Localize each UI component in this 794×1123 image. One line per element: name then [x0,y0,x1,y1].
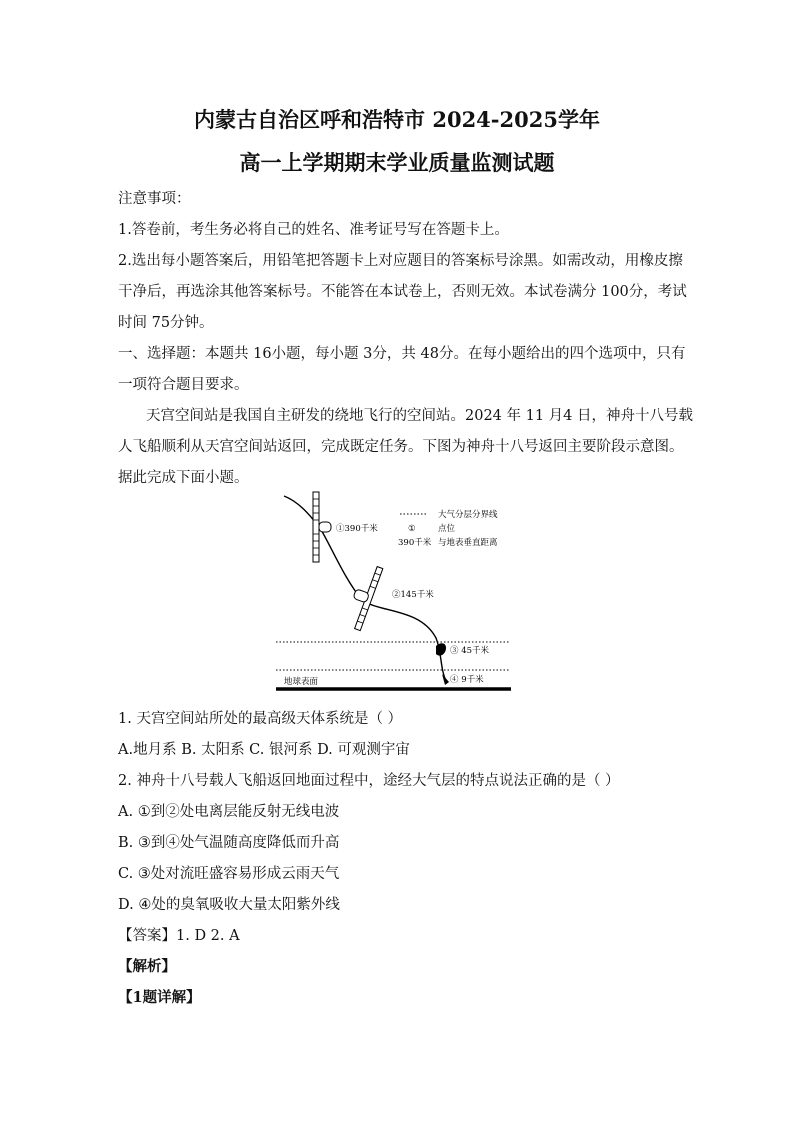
space-station-icon [313,492,331,562]
section-heading-a: 一、选择题：本题共 16小题，每小题 3分，共 48分。在每小题给出的四个选项中，只有 [118,346,686,362]
legend-line-label: 大气分层分界线 [438,510,498,520]
note-2-line-b: 干净后，再选涂其他答案标号。不能答在本试卷上，否则无效。本试卷满分 100分，考试 [118,284,687,300]
intro-line-3: 据此完成下面小题。 [118,470,249,486]
section-heading-b: 一项符合题目要求。 [118,377,249,393]
notes-heading: 注意事项： [118,191,191,207]
ground-label: 地球表面 [284,677,319,687]
doc-title-line2: 高一上学期期末学业质量监测试题 [239,150,555,175]
intro-line-2: 人飞船顺利从天宫空间站返回，完成既定任务。下图为神舟十八号返回主要阶段示意图。 [118,439,684,455]
point-3-label: ③ 45千米 [450,646,490,656]
q2-option-b: B. ③到④处气温随高度降低而升高 [118,835,340,851]
analysis-heading: 【解析】 [118,958,176,975]
answer-line: 【答案】1. D 2. A [118,928,240,944]
q2-option-a: A. ①到②处电离层能反射无线电波 [118,804,340,820]
q2-option-d: D. ④处的臭氧吸收大量太阳紫外线 [118,897,340,913]
q1-options: A.地月系 B. 太阳系 C. 银河系 D. 可观测宇宙 [118,742,410,758]
legend-point-label: 点位 [438,524,456,534]
return-stages-figure [270,488,520,698]
intro-line-1: 天宫空间站是我国自主研发的绕地飞行的空间站。2024 年 11 月4 日，神舟十八号载 [146,408,694,424]
point-1-label: ①390千米 [336,524,378,534]
q2-option-c: C. ③处对流旺盛容易形成云雨天气 [118,866,340,882]
legend-distance-label: 与地表垂直距离 [438,538,498,548]
q1-stem: 1. 天宫空间站所处的最高级天体系统是（ ） [118,711,403,727]
q1-detail-heading: 【1题详解】 [118,989,201,1006]
doc-title-line1: 内蒙古自治区呼和浩特市 2024-2025学年 [194,107,600,132]
note-2-line-c: 时间 75分钟。 [118,315,214,331]
note-1: 1.答卷前，考生务必将自己的姓名、准考证号写在答题卡上。 [118,222,509,238]
point-2-label: ②145千米 [392,590,434,600]
spacecraft-icon [343,562,382,630]
point-4-label: ④ 9千米 [450,675,484,685]
capsule-icon [436,643,446,655]
note-2-line-a: 2.选出每小题答案后，用铅笔把答题卡上对应题目的答案标号涂黑。如需改动，用橡皮擦 [118,253,683,269]
legend-point-symbol: ① [408,524,416,534]
parachute-capsule-icon [442,674,449,685]
q2-stem: 2. 神舟十八号载人飞船返回地面过程中，途经大气层的特点说法正确的是（ ） [118,773,620,789]
legend-distance-value: 390千米 [398,538,432,548]
